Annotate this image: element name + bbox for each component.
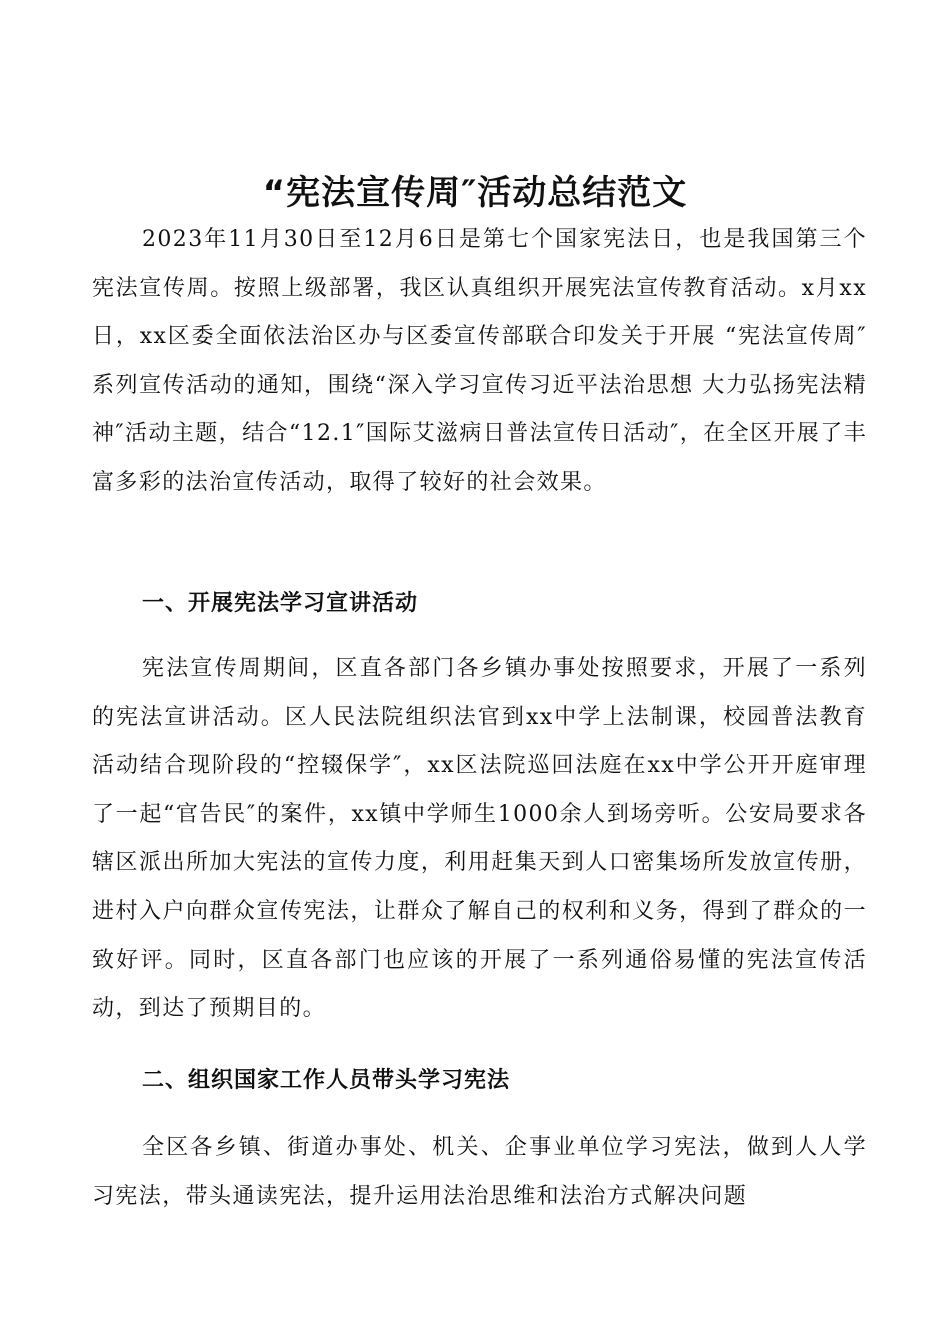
section-2-heading: 二、组织国家工作人员带头学习宪法 bbox=[142, 1068, 511, 1093]
section-2-paragraph: 全区各乡镇、街道办事处、机关、企事业单位学习宪法，做到人人学习宪法，带头通读宪法，提升运用法治思维和法治方式解决问题 bbox=[92, 1135, 867, 1209]
section-1-paragraph: 宪法宣传周期间，区直各部门各乡镇办事处按照要求，开展了一系列的宪法宣讲活动。区人民法院组织法官到xx中学上法制课，校园普法教育活动结合现阶段的“控辍保学″，xx区法院巡回法庭在xx中学公开开庭审理了一起“官告民″的案件，xx镇中学师生1000余人到场旁听。公安局要求各辖区派出所加大宪法的宣传力度，利用赶集天到人口密集场所发放宣传册，进村入户向群众宣传宪法，让群众了解自己的权利和义务，得到了群众的一致好评。同时，区直各部门也应该的开展了一系列通俗易懂的宪法宣传活动，到达了预期目的。 bbox=[92, 656, 867, 1022]
intro-paragraph: 2023年11月30日至12月6日是第七个国家宪法日，也是我国第三个宪法宣传周。按照上级部署，我区认真组织开展宪法宣传教育活动。x月xx日，xx区委全面依法治区办与区委宣传部联合印发关于开展 “宪法宣传周″系列宣传活动的通知，围绕“深入学习宣传习近平法治思想 大力弘扬宪法精神″活动主题，结合“12.1″国际艾滋病日普法宣传日活动″，在全区开展了丰富多彩的法治宣传活动，取得了较好的社会效果。 bbox=[92, 227, 867, 495]
section-1-heading: 一、开展宪法学习宣讲活动 bbox=[142, 591, 419, 616]
document-title: “宪法宣传周″活动总结范文 bbox=[262, 172, 688, 213]
